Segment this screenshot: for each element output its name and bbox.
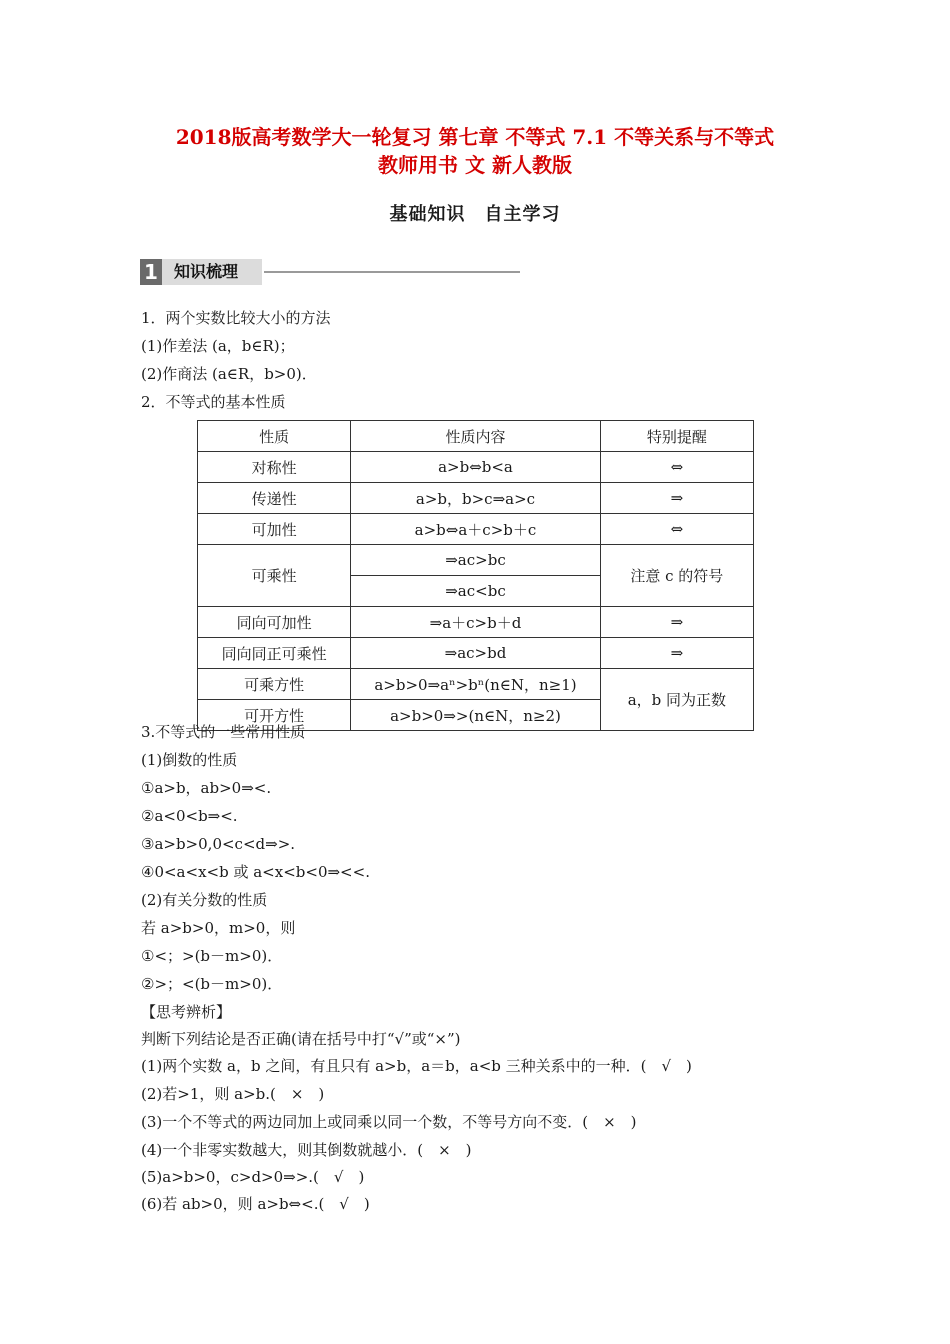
text-line: (6)若 ab>0，则 a>b⇔<.( √ ): [141, 1195, 370, 1213]
text-line: (1)作差法 (a，b∈R)；: [141, 337, 295, 355]
property-name-cell: 可加性: [198, 514, 351, 545]
property-content-cell: ⇒ac>bc: [351, 545, 600, 576]
property-name-cell: 可开方性: [198, 700, 351, 731]
text-line: 若 a>b>0，m>0，则: [141, 919, 296, 937]
text-line: (4)一个非零实数越大，则其倒数就越小．( × ): [141, 1141, 472, 1159]
table-row: [198, 452, 754, 483]
note-cell: ⇒: [600, 483, 753, 514]
text-line: 判断下列结论是否正确(请在括号中打“√”或“×”): [141, 1030, 461, 1048]
table-row: [198, 483, 754, 514]
table-row: [198, 545, 754, 576]
text-line: (3)一个不等式的两边同加上或同乘以同一个数，不等号方向不变．( × ): [141, 1113, 637, 1131]
property-name-cell: 对称性: [198, 452, 351, 483]
text-line: 【思考辨析】: [141, 1003, 232, 1021]
inequality-properties-table: [197, 420, 754, 731]
property-name-cell: 传递性: [198, 483, 351, 514]
text-line: 3.不等式的一些常用性质: [141, 723, 306, 741]
document-title-line-2: 教师用书 文 新人教版: [378, 153, 572, 177]
note-cell: 注意 c 的符号: [600, 545, 753, 607]
text-line: (2)作商法 (a∈R，b>0)．: [141, 365, 317, 383]
property-content-cell: ⇒ac<bc: [351, 576, 600, 607]
header-cell: 性质: [198, 421, 351, 452]
section-divider: [264, 271, 520, 273]
property-name-cell: 可乘方性: [198, 669, 351, 700]
text-line: ②a<0<b⇒<.: [141, 807, 238, 825]
section-label: 知识梳理: [162, 259, 262, 285]
text-line: ①<；>(b－m>0)．: [141, 947, 283, 965]
text-line: 1．两个实数比较大小的方法: [141, 309, 331, 327]
header-cell: 性质内容: [351, 421, 600, 452]
header-cell: 特别提醒: [600, 421, 753, 452]
table-header-row: [198, 421, 754, 452]
property-name-cell: 同向可加性: [198, 607, 351, 638]
property-content-cell: a>b，b>c⇒a>c: [351, 483, 600, 514]
section-subheading: 基础知识 自主学习: [389, 204, 561, 225]
property-content-cell: ⇒a＋c>b＋d: [351, 607, 600, 638]
table-row: [198, 669, 754, 700]
note-cell: a，b 同为正数: [600, 669, 753, 731]
text-line: ④0<a<x<b 或 a<x<b<0⇒<<.: [141, 863, 370, 881]
document-title-line-1: 2018版高考数学大一轮复习 第七章 不等式 7.1 不等关系与不等式: [175, 125, 775, 149]
text-line: (5)a>b>0，c>d>0⇒>.( √ ): [141, 1168, 365, 1186]
text-line: ③a>b>0,0<c<d⇒>.: [141, 835, 296, 853]
note-cell: ⇔: [600, 452, 753, 483]
property-content-cell: a>b>0⇒aⁿ>bⁿ(n∈N，n≥1): [351, 669, 600, 700]
section-header: [140, 259, 520, 285]
note-cell: ⇒: [600, 638, 753, 669]
property-content-cell: a>b⇔a＋c>b＋c: [351, 514, 600, 545]
property-name-cell: 可乘性: [198, 545, 351, 607]
note-cell: ⇔: [600, 514, 753, 545]
text-line: (1)倒数的性质: [141, 751, 238, 769]
property-content-cell: ⇒ac>bd: [351, 638, 600, 669]
property-name-cell: 同向同正可乘性: [198, 638, 351, 669]
text-line: 2．不等式的基本性质: [141, 393, 286, 411]
section-number-badge: 1: [140, 259, 162, 285]
property-content-cell: a>b>0⇒>(n∈N，n≥2): [351, 700, 600, 731]
text-line: ②>；<(b－m>0)．: [141, 975, 283, 993]
table-row: [198, 607, 754, 638]
text-line: (1)两个实数 a，b 之间，有且只有 a>b，a＝b，a<b 三种关系中的一种．( √ ): [141, 1057, 692, 1075]
text-line: (2)若>1，则 a>b.( × ): [141, 1085, 325, 1103]
table-row: [198, 514, 754, 545]
text-line: ①a>b，ab>0⇒<.: [141, 779, 272, 797]
table-row: [198, 638, 754, 669]
note-cell: ⇒: [600, 607, 753, 638]
text-line: (2)有关分数的性质: [141, 891, 268, 909]
property-content-cell: a>b⇔b<a: [351, 452, 600, 483]
